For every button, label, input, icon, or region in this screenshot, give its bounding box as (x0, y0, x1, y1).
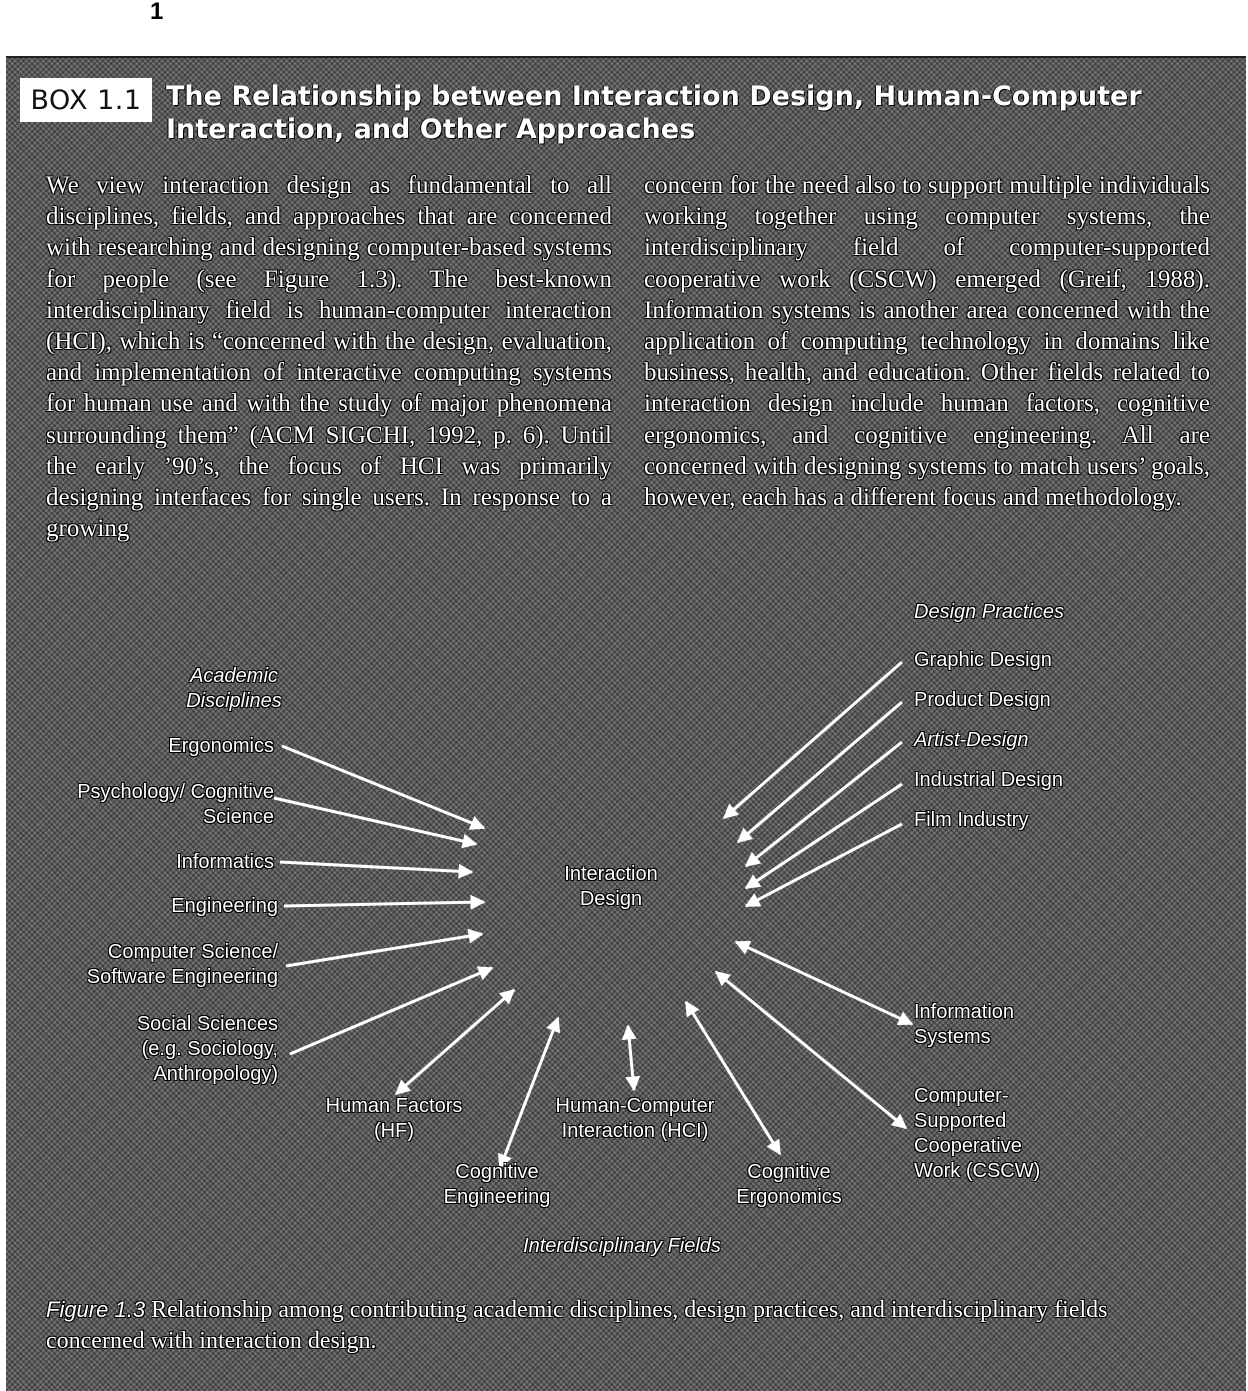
arrow-hci (628, 1026, 634, 1090)
field-hci: Human-Computer Interaction (HCI) (555, 1095, 715, 1142)
center-interaction-design: Interaction Design (564, 863, 658, 910)
arrow-psychology (274, 798, 476, 844)
arrow-cognitive-engineering (500, 1018, 558, 1168)
arrow-computer-science (286, 934, 482, 966)
body-text-left: We view interaction design as fundamental to all disciplines, fields, and approaches that are concerned with researching and designing computer-based systems for people (see Figure 1.3). The best-known interdisciplinary field is human-computer interaction (HCI), which is “concerned with the design, evaluation, and implementation of interactive computing systems for human use and with the study of major phenomena surrounding them” (ACM SIGCHI, 1992, p. 6). Until the early ’90’s, the focus of HCI was primarily designing interfaces for single users. In response to a growing (46, 172, 612, 543)
arrow-informatics (280, 862, 472, 872)
academic-engineering: Engineering (171, 895, 278, 917)
body-text-right: concern for the need also to support multiple individuals working together using computer systems, the interdisciplinary field of computer-supported cooperative work (CSCW) emerged (Greif, 1988). Information systems is another area concerned with the application of computing technology in domains like business, health, and education. Other fields related to interaction design include human factors, cognitive ergonomics, and cognitive engineering. All are concerned with designing systems to match users’ goals, however, each has a different focus and methodology. (644, 172, 1210, 512)
academic-informatics: Informatics (176, 851, 274, 873)
field-cognitive-engineering: Cognitive Engineering (443, 1161, 551, 1208)
design-product: Product Design (914, 689, 1051, 711)
field-cognitive-ergonomics: Cognitive Ergonomics (736, 1161, 842, 1208)
academic-psychology: Psychology/ Cognitive Science (77, 781, 274, 828)
academic-ergonomics: Ergonomics (168, 735, 274, 757)
box-label: BOX 1.1 (20, 78, 152, 122)
arrow-ergonomics (282, 746, 484, 828)
arrow-cscw (716, 972, 906, 1128)
academic-social-sciences: Social Sciences (e.g. Sociology, Anthropology) (136, 1013, 278, 1085)
arrow-social-sciences (290, 968, 492, 1054)
figure-caption-text: Relationship among contributing academic disciplines, design practices, and interdisciplinary fields concerned with interaction design. (46, 1297, 1108, 1354)
arrow-product-design (738, 702, 902, 842)
design-graphic: Graphic Design (914, 649, 1052, 671)
design-film: Film Industry (914, 809, 1029, 831)
arrow-human-factors (396, 990, 514, 1094)
field-information-systems: Information Systems (914, 1001, 1015, 1048)
diagram-arrows (6, 58, 1246, 1391)
design-industrial: Industrial Design (914, 769, 1063, 791)
box-title: The Relationship between Interaction Design, Human-Computer Interaction, and Other Approaches (166, 81, 1142, 145)
relationship-diagram (6, 58, 1246, 1391)
field-human-factors: Human Factors (HF) (325, 1095, 463, 1142)
figure-label: Figure 1.3 (46, 1297, 146, 1322)
academic-heading: Academic Disciplines (186, 665, 282, 712)
figure-caption (46, 1294, 1206, 1357)
design-heading: Design Practices (914, 601, 1065, 623)
arrow-artist-design (746, 742, 902, 866)
arrow-graphic-design (724, 662, 902, 818)
arrow-engineering (284, 902, 484, 906)
academic-computer-science: Computer Science/ Software Engineering (86, 941, 278, 988)
field-cscw: Computer-Supported Cooperative Work (CSCW) (914, 1085, 1041, 1182)
interdisciplinary-heading: Interdisciplinary Fields (523, 1235, 721, 1257)
page-number: 1 (150, 0, 164, 25)
box-1-1 (6, 56, 1246, 1391)
design-artist: Artist-Design (914, 729, 1029, 751)
